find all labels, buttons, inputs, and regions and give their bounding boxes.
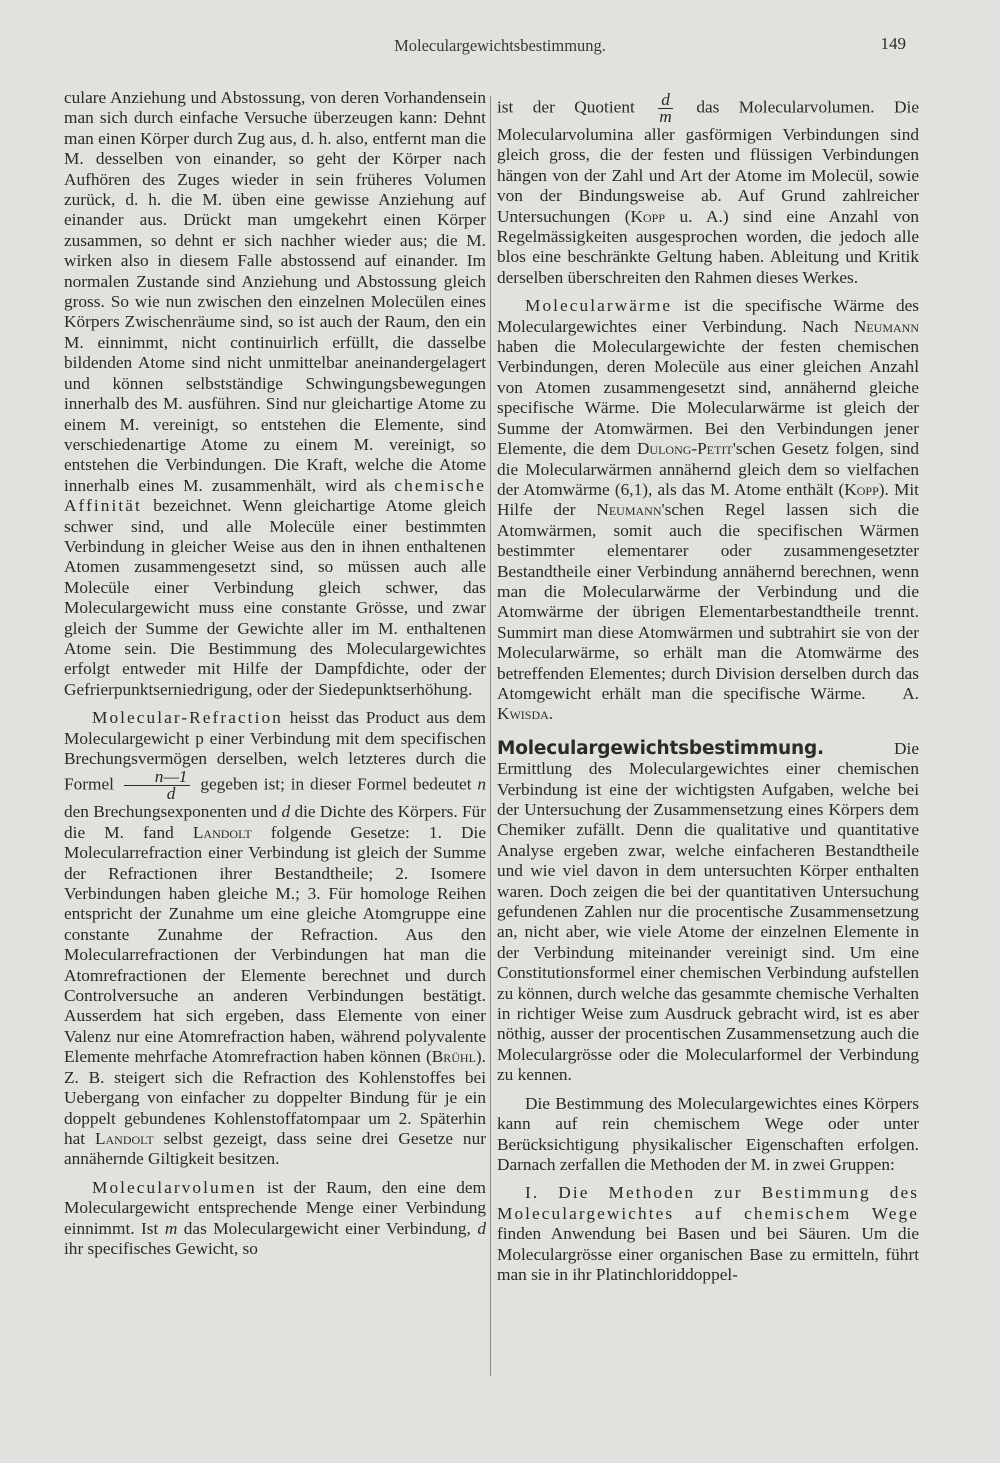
author-name: Kopp bbox=[630, 206, 666, 226]
running-head: Moleculargewichtsbestimmung. bbox=[394, 36, 606, 55]
variable-m: m bbox=[164, 1218, 178, 1238]
author-name: Neumann bbox=[853, 316, 920, 336]
variable-d: d bbox=[477, 1218, 486, 1238]
text-run: u. A.) sind eine Anzahl von Regelmässigkeiten ausgesprochen worden, die jedoch alle blos eine beschränkte Geltung haben. Ableitung und Kritik derselben überschreiten den Rahmen dieses Werkes. bbox=[497, 206, 919, 287]
right-column bbox=[497, 92, 919, 1285]
term-molecularvolumen: Molecularvolumen bbox=[92, 1177, 257, 1197]
text-run: das Moleculargewicht einer Verbindung, bbox=[183, 1218, 471, 1238]
entry-molecular-refraction bbox=[64, 708, 486, 1170]
term-chemische-affinitaet: chemische Affinität bbox=[64, 475, 486, 516]
fraction-denominator: m bbox=[659, 107, 672, 126]
entry-spacer bbox=[497, 725, 919, 739]
entry-molecular-heat bbox=[497, 296, 919, 725]
entry-molecular-volume bbox=[64, 1178, 486, 1260]
term-molecularwaerme: Molecularwärme bbox=[525, 296, 673, 316]
formula-fraction bbox=[124, 769, 191, 802]
paragraph-molecular-attraction bbox=[64, 88, 486, 700]
author-name: Kopp bbox=[844, 479, 879, 499]
text-run: ist der Raum, den eine dem Moleculargewicht entsprechende Menge einer Verbindung einnimmt. Ist bbox=[64, 1177, 486, 1238]
term-chemical-methods: I. Die Methoden zur Bestimmung des Moleculargewichtes auf chemischem Wege bbox=[497, 1183, 919, 1223]
column-divider bbox=[490, 96, 491, 1376]
text-run: ist die specifische Wärme des Moleculargewichtes einer Verbindung. Nach bbox=[497, 296, 919, 336]
formula-fraction bbox=[658, 92, 673, 125]
fraction-denominator: d bbox=[166, 784, 176, 804]
text-run: folgende Gesetze: 1. Die Molecularrefraction einer Verbindung ist gleich der Summe der Refractionen ihrer Bestandtheile; 2. Isomere Verbindungen haben gleiche M.; 3. Für homologe Reihen entspricht der Zunahme um eine gleiche Atomgruppe eine constante Zunahme der Refraction. Aus den Molecularrefractionen der Verbindungen hat man die Atomrefractionen der Elemente berechnet und durch Controlversuche an anderen Verbindungen bestätigt. Ausserdem hat sich ergeben, dass Elemente von einer Valenz nur eine Atomrefraction haben, während polyvalente Elemente mehrfache Atomrefraction haben können ( bbox=[64, 822, 486, 1067]
fraction-numerator: n—1 bbox=[124, 769, 191, 786]
text-run: selbst gezeigt, dass seine drei Gesetze nur annähernde Giltigkeit besitzen. bbox=[64, 1128, 486, 1169]
paragraph-volume-continued bbox=[497, 92, 919, 288]
author-name: Landolt bbox=[192, 822, 252, 842]
text-run: die Dichte des Körpers. Für die M. fand bbox=[64, 802, 486, 842]
text-run: 'schen Regel lassen sich die Atomwärmen, somit auch die specifischen Wärmen bestimmter elementarer oder zusammengesetzter Bestandtheile einer Verbindung annähernd berechnen, wenn man die Molecularwärme der Verbindung und die Atomwärme der übrigen Elementarbestandtheile trennt. Summirt man diese Atomwärmen und subtrahirt sie von der Molecularwärme, so erhält man die Atomwärme des betreffenden Elementes; durch Division derselben durch das Atomgewicht erhält man die specifische Wärme. bbox=[497, 500, 919, 703]
variable-n: n bbox=[477, 774, 487, 794]
text-run: heisst das Product aus dem Moleculargewicht p einer Verbindung mit dem specifischen Brechungsvermögen derselben, welch letzteres durch die Formel bbox=[64, 708, 486, 794]
left-column bbox=[64, 88, 486, 1259]
author-name: Brühl bbox=[431, 1047, 476, 1067]
text-run: Die Ermittlung des Moleculargewichtes einer chemischen Verbindung ist eine der wichtigsten Aufgaben, welche bei der Untersuchung der Zusammensetzung eines Körpers dem Chemiker zufällt. Denn die qualitative und quantitative Analyse ergeben zwar, welche einfacheren Bestandtheile und wie viel davon in dem untersuchten Körper enthalten waren. Doch zeigen die bei der quantitativen Untersuchung gefundenen Zahlen nur die procentische Zusammensetzung an, nicht aber, wie viele Atome der einzelnen Elemente in der Verbindung miteinander vereinigt sind. Um eine Constitutionsformel einer chemischen Verbindung aufstellen zu können, durch welche das gesammte chemische Verhalten in richtiger Weise zum Ausdruck gebracht wird, ist es aber nöthig, ausser der procentischen Zusammensetzung auch die Moleculargrösse oder die Molecularformel der Verbindung zu kennen. bbox=[497, 738, 919, 1085]
text-run: gegeben ist; in dieser Formel bedeutet bbox=[200, 774, 472, 794]
fraction-numerator: d bbox=[658, 92, 673, 109]
text-run: bezeichnet. Wenn gleichartige Atome gleich schwer sind, und alle Molecüle einer bestimmten Verbindung in gleicher Weise aus den in ihnen enthaltenen Atomen zusammengesetzt sind, so müssen auch alle Molecüle einer Verbindung gleich schwer, das Moleculargewicht muss eine constante Grösse, und zwar gleich der Summe der Gewichte aller im M. enthaltenen Atome sein. Die Bestimmung des Moleculargewichtes erfolgt entweder mit Hilfe der Dampfdichte, oder der Gefrierpunktserniedrigung, oder der Siedepunktserhöhung. bbox=[64, 496, 486, 699]
text-run: culare Anziehung und Abstossung, von deren Vorhandensein man sich durch einfache Versuche überzeugen kann: Dehnt man einen Körper durch Zug aus, d. h. also, entfernt man die M. desselben von einander, so geht der Körper nach Aufhören des Zuges wieder in sein früheres Volumen zurück, d. h. die M. üben eine gewisse Anziehung auf einander aus. Drückt man umgekehrt einen Körper zusammen, so dehnt er sich nachher wieder aus; die M. wirken also in diesem Falle abstossend auf einander. Im normalen Zustande sind Anziehung und Abstossung gleich gross. So wie nun zwischen den einzelnen Molecülen eines Körpers Zwischenräume sind, so ist auch der Raum, den ein M. einnimmt, nicht continuirlich erfüllt, die dasselbe bildenden Atome sind nicht unmittelbar aneinandergelagert und können selbstständige Schwingungsbewegungen innerhalb des M. ausführen. Sind nur gleichartige Atome zu einem M. vereinigt, so entstehen die Elemente, sind verschiedenartige Atome zu einem M. vereinigt, so entstehen die Verbindungen. Die Kraft, welche die Atome innerhalb eines M. zusammenhält, wird als bbox=[64, 88, 486, 495]
author-name: Landolt bbox=[94, 1128, 154, 1148]
text-run: ihr specifisches Gewicht, so bbox=[64, 1238, 258, 1258]
text-run: haben die Moleculargewichte der festen chemischen Verbindungen, deren Molecüle aus einer gleichen Anzahl von Atomen zusammengesetzt sind, annähernd gleiche specifische Wärme. Die Molecularwärme ist gleich der Summe der Atomwärmen. Bei den Verbindungen jener Elemente, die dem bbox=[497, 337, 919, 459]
text-run: das Molecularvolumen. Die Molecularvolumina aller gasförmigen Verbindungen sind gleich gross, die der festen und flüssigen Verbindungen hängen von der Zahl und Art der Atome im Molecül, sowie von der Bindungsweise ab. Auf Grund zahlreicher Untersuchungen ( bbox=[497, 97, 919, 226]
text-run: 'schen Gesetz folgen, sind die Molecularwärmen annähernd gleich dem so vielfachen der Atomwärme (6,1), als das M. Atome enthält ( bbox=[497, 439, 920, 499]
author-name: Dulong-Petit bbox=[636, 439, 733, 459]
variable-d: d bbox=[281, 802, 291, 822]
article-author: A. Kwisda. bbox=[497, 683, 919, 724]
headword-moleculargewichtsbestimmung: Moleculargewichtsbestimmung. bbox=[497, 737, 824, 759]
author-name: Neumann bbox=[596, 500, 662, 520]
entry-molecular-weight-determination bbox=[497, 739, 919, 1086]
paragraph-methods-intro: Die Bestimmung des Moleculargewichtes eines Körpers kann auf rein chemischem Wege oder unter Berücksichtigung physikalischer Eigenschaften erfolgen. Darnach zerfallen die Methoden der M. in zwei Gruppen: bbox=[497, 1093, 919, 1174]
text-run: ist der Quotient bbox=[497, 97, 635, 117]
text-run: ). Mit Hilfe der bbox=[497, 479, 919, 520]
term-molecular-refraction: Molecular-Refraction bbox=[92, 708, 283, 728]
page-number: 149 bbox=[880, 34, 906, 53]
text-run: finden Anwendung bei Basen und bei Säuren. Um die Moleculargrösse einer organischen Base zu ermitteln, führt man sie in ihr Platinchloriddoppel- bbox=[497, 1224, 919, 1284]
text-run: ). Z. B. steigert sich die Refraction des Kohlenstoffes bei Uebergang von einfacher zu doppelter Bindung für je ein doppelt gebundenes Kohlenstoffatompaar um 2. Späterhin hat bbox=[64, 1047, 486, 1148]
paragraph-chemical-methods bbox=[497, 1183, 919, 1285]
text-run: den Brechungsexponenten und bbox=[64, 802, 278, 822]
